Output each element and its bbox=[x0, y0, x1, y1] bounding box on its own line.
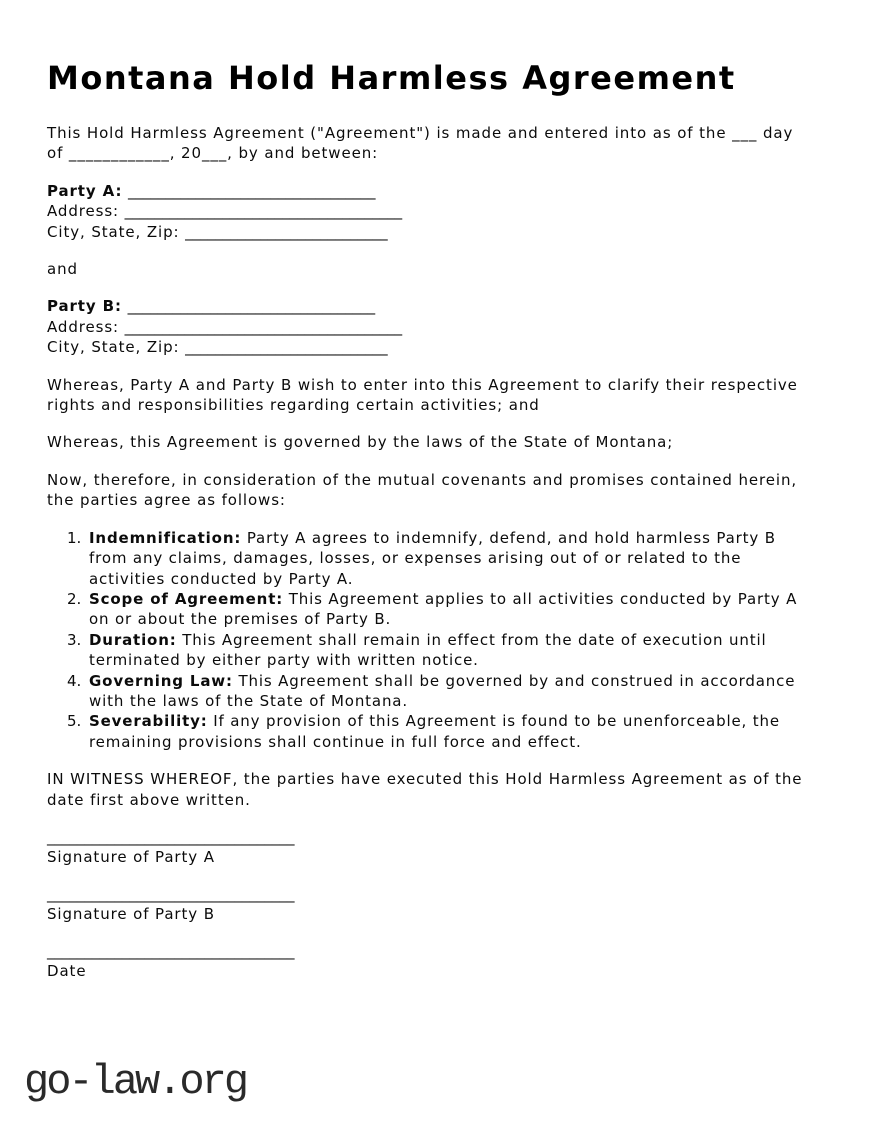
party-b-address-blank: _____________________________________ bbox=[124, 317, 403, 336]
whereas-clause-1: Whereas, Party A and Party B wish to enter into this Agreement to clarify their respective rights and responsibilities regarding certain activities; and bbox=[47, 375, 798, 415]
party-b-section bbox=[47, 296, 813, 357]
clause-text: If any provision of this Agreement is found to be unenforceable, the remaining provisions shall continue in full force and effect. bbox=[89, 712, 780, 751]
signature-line-party-a: _________________________________ bbox=[47, 827, 295, 846]
party-a-label: Party A: bbox=[47, 181, 123, 200]
party-a-name-row bbox=[47, 181, 813, 201]
party-b-address-row bbox=[47, 317, 813, 337]
clause-number: 5. bbox=[67, 712, 82, 731]
party-a-city-blank: ___________________________ bbox=[185, 222, 388, 241]
clause-number: 4. bbox=[67, 671, 82, 690]
clause-label: Severability: bbox=[89, 712, 208, 731]
party-b-name-row bbox=[47, 296, 813, 316]
clause-item-severability bbox=[67, 711, 813, 752]
clause-number: 2. bbox=[67, 589, 82, 608]
signature-label-party-a: Signature of Party A bbox=[47, 848, 215, 867]
clause-label: Indemnification: bbox=[89, 528, 242, 547]
clause-text: This Agreement shall remain in effect from the date of execution until terminated by either party with written notice. bbox=[89, 630, 767, 670]
signature-line-date: _________________________________ bbox=[47, 941, 295, 960]
party-a-address-label: Address: bbox=[47, 202, 119, 221]
signature-label-date: Date bbox=[47, 962, 87, 980]
clause-label: Duration: bbox=[89, 630, 177, 649]
party-a-name-blank: _________________________________ bbox=[128, 181, 376, 200]
clause-number: 1. bbox=[67, 528, 82, 547]
signature-line-party-b: _________________________________ bbox=[47, 884, 295, 903]
signature-block-date bbox=[47, 941, 813, 982]
clause-item-governing-law bbox=[67, 671, 813, 712]
party-a-address-row bbox=[47, 201, 813, 221]
party-a-section bbox=[47, 181, 813, 242]
clause-item-duration bbox=[67, 630, 813, 671]
clause-label: Scope of Agreement: bbox=[89, 589, 284, 608]
and-connector: and bbox=[47, 260, 78, 279]
now-therefore-clause: Now, therefore, in consideration of the mutual covenants and promises contained herein, the parties agree as follows: bbox=[47, 470, 798, 510]
clause-item-indemnification bbox=[67, 528, 813, 589]
party-a-city-row bbox=[47, 222, 813, 242]
clause-item-scope bbox=[67, 589, 813, 630]
document-content bbox=[47, 60, 813, 981]
document-title: Montana Hold Harmless Agreement bbox=[47, 59, 736, 97]
party-b-city-label: City, State, Zip: bbox=[47, 338, 180, 357]
clause-label: Governing Law: bbox=[89, 671, 233, 690]
party-b-address-label: Address: bbox=[47, 317, 119, 336]
clause-number: 3. bbox=[67, 630, 82, 649]
signature-block-party-a bbox=[47, 827, 813, 868]
clause-text: This Agreement shall be governed by and construed in accordance with the laws of the State of Montana. bbox=[89, 671, 796, 710]
signature-block-party-b bbox=[47, 884, 813, 925]
party-b-label: Party B: bbox=[47, 297, 122, 316]
footer-site-label: go-law.org bbox=[24, 1058, 247, 1106]
witness-clause: IN WITNESS WHEREOF, the parties have executed this Hold Harmless Agreement as of the date first above written. bbox=[47, 770, 803, 809]
whereas-clause-2: Whereas, this Agreement is governed by the laws of the State of Montana; bbox=[47, 433, 674, 452]
clause-text: This Agreement applies to all activities conducted by Party A on or about the premises of Party B. bbox=[89, 589, 798, 629]
intro-paragraph: This Hold Harmless Agreement ("Agreement") is made and entered into as of the ___ day of ____________, 20___, by and between: bbox=[47, 124, 794, 163]
party-a-city-label: City, State, Zip: bbox=[47, 222, 180, 241]
party-b-name-blank: _________________________________ bbox=[127, 297, 376, 316]
clause-list bbox=[47, 528, 813, 752]
party-a-address-blank: _____________________________________ bbox=[124, 202, 403, 221]
party-b-city-blank: ___________________________ bbox=[185, 338, 388, 357]
party-b-city-row bbox=[47, 337, 813, 357]
clause-text: Party A agrees to indemnify, defend, and hold harmless Party B from any claims, damages, losses, or expenses arising out of or related to the activities conducted by Party A. bbox=[89, 528, 776, 588]
signature-label-party-b: Signature of Party B bbox=[47, 905, 215, 924]
